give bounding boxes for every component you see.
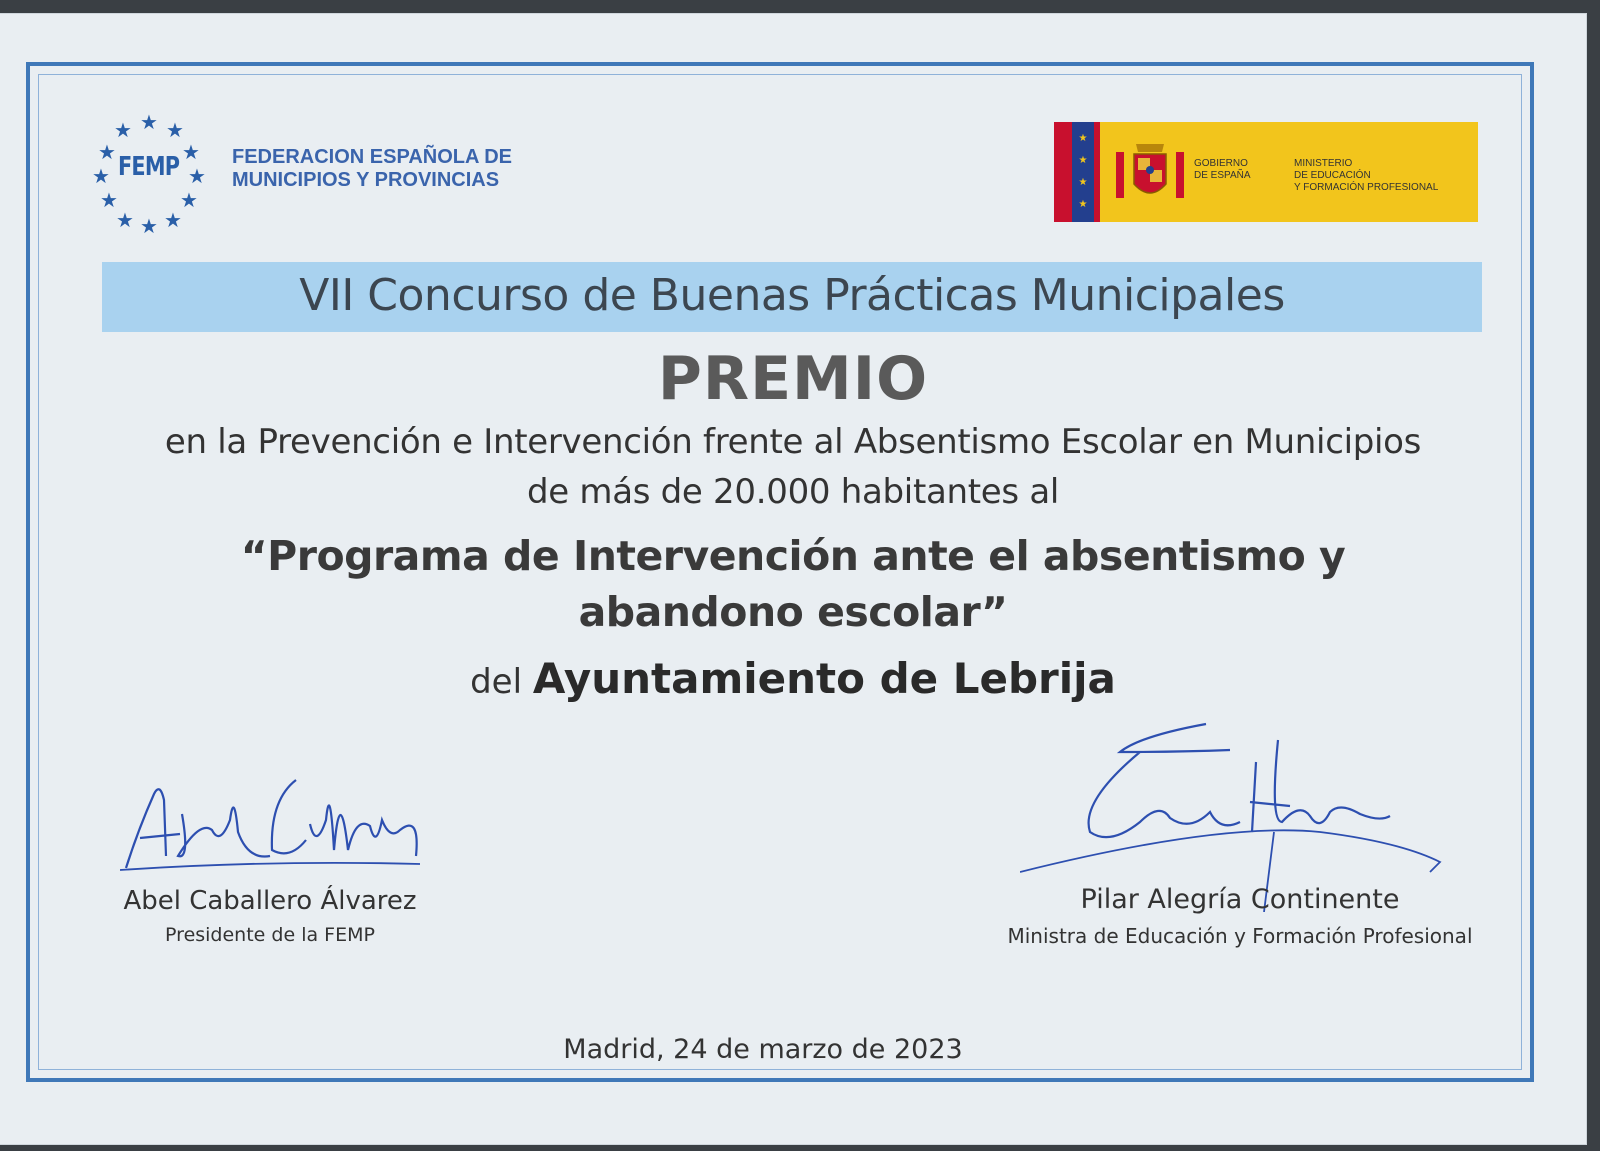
left-signature [120,760,440,880]
program-name-line-1: “Programa de Intervención ante el absentismo y [240,532,1346,580]
left-signer-role: Presidente de la FEMP [165,924,375,946]
femp-logo [92,110,532,240]
right-signer-role: Ministra de Educación y Formación Profesional [1007,924,1473,948]
left-signer-name: Abel Caballero Álvarez [123,886,417,916]
category-line-2: de más de 20.000 habitantes al [526,472,1060,512]
recipient-line [0,654,1586,703]
federation-line-1: FEDERACION ESPAÑOLA DE [232,146,513,168]
contest-banner [102,262,1482,332]
federation-name [232,146,512,192]
place-and-date: Madrid, 24 de marzo de 2023 [563,1034,963,1065]
coat-of-arms-icon [1112,136,1188,208]
star-ring-icon: ★ ★ ★ ★ ★ ★ ★ ★ ★ ★ ★ ★ [92,110,206,238]
recipient-prefix: del [470,662,523,702]
government-logo [1054,122,1478,222]
ministry-name: MINISTERIO DE EDUCACIÓN Y FORMACIÓN PROFESIONAL [1294,158,1439,193]
femp-logo-text: FEMP [118,152,180,182]
right-signer-name: Pilar Alegría Continente [1080,884,1400,915]
award-title: PREMIO [657,344,929,414]
government-name: GOBIERNO DE ESPAÑA [1194,158,1251,181]
federation-line-2: MUNICIPIOS Y PROVINCIAS [232,169,500,191]
category-line-1: en la Prevención e Intervención frente al Absentismo Escolar en Municipios [164,422,1422,462]
contest-title: VII Concurso de Buenas Prácticas Municipales [299,270,1285,321]
eu-stars-icon: ★ ★ ★ ★ [1078,133,1088,210]
certificate-paper [0,14,1586,1144]
program-name-line-2: abandono escolar” [578,588,1008,636]
recipient-name: Ayuntamiento de Lebrija [532,654,1116,703]
